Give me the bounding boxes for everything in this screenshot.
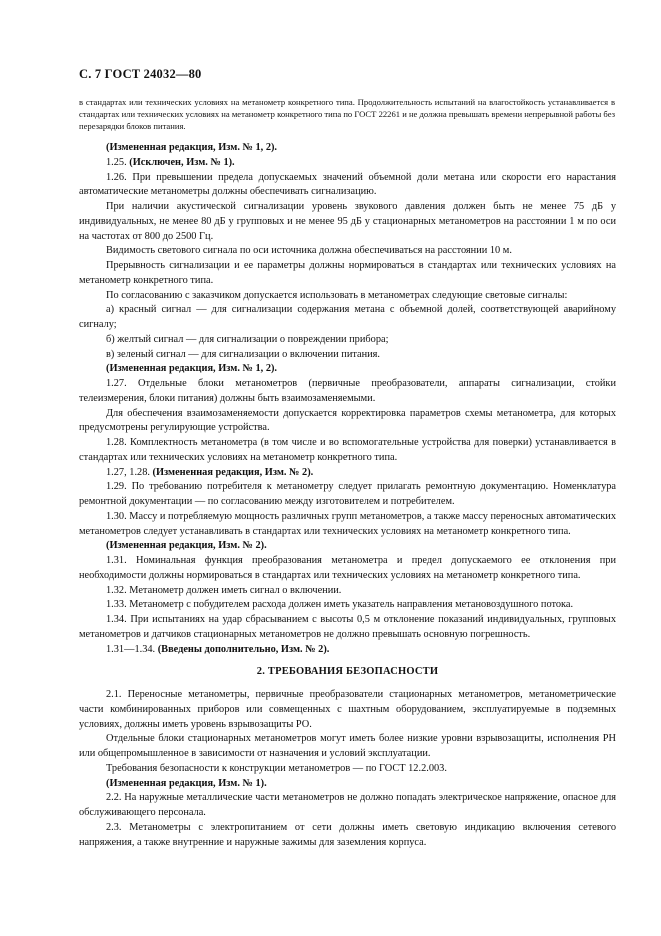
amendment-note: (Измененная редакция, Изм. № 1). <box>106 777 267 789</box>
section-title: 2. ТРЕБОВАНИЯ БЕЗОПАСНОСТИ <box>256 666 439 678</box>
paragraph <box>79 821 616 851</box>
paragraph <box>79 791 616 821</box>
amendment-note: (Измененная редакция, Изм. № 2). <box>106 540 267 552</box>
paragraph <box>79 141 616 156</box>
intro-paragraph <box>79 97 615 133</box>
paragraph-text: При наличии акустической сигнализации уровень звукового давления должен быть не менее 75 дБ у индивидуальных, не менее 80 дБ у групповых и не менее 95 дБ у стационарных метанометров на расстоянии 1 м по оси на частотах от 800 до 2500 Гц. <box>79 201 616 242</box>
paragraph-text: 1.30. Массу и потребляемую мощность различных групп метанометров, а также массу переносных автоматических метанометров следует устанавливать в стандартах или технических условиях на метанометр конкретного типа. <box>79 510 616 537</box>
paragraph <box>79 156 616 171</box>
paragraph <box>79 598 616 613</box>
paragraph-text: 1.33. Метанометр с побудителем расхода должен иметь указатель направления метановоздушного потока. <box>106 599 574 611</box>
paragraph-text: 1.31. Номинальная функция преобразования метанометра и предел допускаемого ее отклонения при необходимости должны нормироваться в стандартах или технических условиях на метанометр конкретного типа. <box>79 555 616 581</box>
paragraph <box>79 613 616 643</box>
paragraph-text: 1.31—1.34. <box>106 643 158 655</box>
paragraph-text: Отдельные блоки стационарных метанометров могут иметь более низкие уровни взрывозащиты, исполнения РН или общепромышленное в зависимости от назначения и условий эксплуатации. <box>79 733 616 759</box>
paragraph <box>79 539 616 554</box>
amendment-note: (Измененная редакция, Изм. № 2). <box>152 466 314 478</box>
paragraph <box>79 732 616 762</box>
paragraph-text: Видимость светового сигнала по оси источника должна обеспечиваться на расстоянии 10 м. <box>106 245 512 257</box>
paragraph <box>79 466 616 481</box>
paragraph <box>79 333 616 348</box>
paragraph <box>79 259 616 289</box>
paragraph <box>79 688 616 732</box>
paragraph-text: а) красный сигнал — для сигнализации содержания метана с объемной долей, соответствующей аварийному сигналу; <box>79 304 616 330</box>
paragraph-text: 2.1. Переносные метанометры, первичные преобразователи стационарных метанометров, метанометрические части комбинированных приборов или совмещенных с шахтным оборудованием, эксплуатируемые в подземных условиях, должны иметь уровень взрывозащиты РО. <box>79 689 616 730</box>
paragraph-text: 2.3. Метанометры с электропитанием от сети должны иметь световую индикацию включения сетевого напряжения, а также внутренние и наружные зажимы для заземления корпуса. <box>79 821 616 848</box>
paragraph <box>79 362 616 377</box>
paragraph <box>79 171 616 201</box>
paragraph <box>79 348 616 363</box>
paragraph-text: в) зеленый сигнал — для сигнализации о включении питания. <box>106 348 381 360</box>
amendment-note: (Измененная редакция, Изм. № 1, 2). <box>106 142 278 153</box>
amendment-note: (Измененная редакция, Изм. № 1, 2). <box>106 363 278 375</box>
paragraph-text: 1.34. При испытаниях на удар сбрасыванием с высоты 0,5 м отклонение показаний индивидуальных, групповых метанометров и датчиков стационарных метанометров не должно превышать основную погрешность. <box>79 614 616 640</box>
paragraph <box>79 436 616 466</box>
paragraph-text: б) желтый сигнал — для сигнализации о повреждении прибора; <box>106 333 389 345</box>
paragraph <box>79 303 616 333</box>
paragraph-text: 1.27, 1.28. <box>106 466 153 478</box>
paragraph <box>79 584 616 599</box>
amendment-note: (Введены дополнительно, Изм. № 2). <box>157 643 330 655</box>
paragraph <box>79 289 616 304</box>
amendment-note: (Исключен, Изм. № 1). <box>129 156 235 168</box>
paragraph-text: Для обеспечения взаимозаменяемости допускается корректировка параметров схемы метанометра, для которых предусмотрены регулирующие устройства. <box>79 407 616 434</box>
paragraph <box>79 244 616 259</box>
paragraph <box>79 554 616 584</box>
paragraph <box>79 377 616 407</box>
document-body <box>79 141 616 850</box>
page-header: С. 7 ГОСТ 24032—80 <box>79 67 202 81</box>
paragraph-text: 1.32. Метанометр должен иметь сигнал о включении. <box>106 584 342 596</box>
paragraph <box>79 480 616 510</box>
clauses-section-1 <box>79 141 616 657</box>
paragraph-text: 1.25. <box>106 156 130 168</box>
paragraph <box>79 643 616 658</box>
paragraph-text: Прерывность сигнализации и ее параметры должны нормироваться в стандартах или технических условиях на метанометр конкретного типа. <box>79 260 616 286</box>
paragraph-text: Требования безопасности к конструкции метанометров — по ГОСТ 12.2.003. <box>106 762 447 774</box>
paragraph-text: 1.28. Комплектность метанометра (в том числе и во вспомогательные устройства для поверки) устанавливается в стандартах или технических условиях на метанометр конкретного типа. <box>79 437 616 463</box>
paragraph <box>79 200 616 244</box>
intro-text: в стандартах или технических условиях на метанометр конкретного типа. Продолжительность испытаний на влагостойкость устанавливается в стандартах или технических условиях на метанометр конкретного типа по ГОСТ 22261 и не должна превышать времени непрерывной работы без перезарядки блоков питания. <box>79 97 616 131</box>
paragraph-text: 1.29. По требованию потребителя к метанометру следует прилагать ремонтную документацию. Номенклатура ремонтной документации — по согласованию между изготовителем и потребителем. <box>79 481 616 507</box>
paragraph-text: По согласованию с заказчиком допускается использовать в метанометрах следующие световые сигналы: <box>106 289 568 301</box>
clauses-section-2 <box>79 688 616 850</box>
paragraph <box>79 777 616 792</box>
paragraph-text: 2.2. На наружные металлические части метанометров не должно попадать электрическое напряжение, опасное для обслуживающего персонала. <box>79 792 616 818</box>
paragraph <box>79 407 616 437</box>
paragraph-text: 1.27. Отдельные блоки метанометров (первичные преобразователи, аппараты сигнализации, стойки телеизмерения, блоки питания) должны быть взаимозаменяемыми. <box>79 378 616 404</box>
paragraph <box>79 762 616 777</box>
paragraph <box>79 510 616 540</box>
paragraph-text: 1.26. При превышении предела допускаемых значений объемной доли метана или скорости его нарастания автоматические метанометры должны обеспечивать сигнализацию. <box>79 171 616 198</box>
